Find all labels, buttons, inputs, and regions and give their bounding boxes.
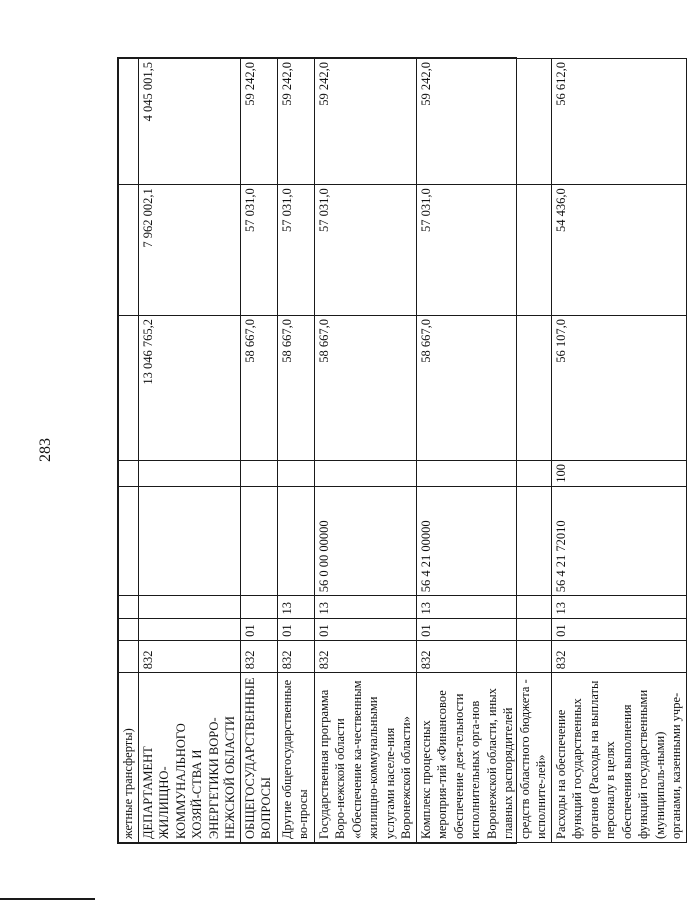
table-row (416, 59, 551, 843)
cell-rz: 01 (240, 618, 277, 640)
cell-v1: 58 667,0 (416, 315, 551, 460)
budget-table (117, 57, 683, 844)
cell-v2: 57 031,0 (416, 185, 551, 316)
cell-v3: 59 242,0 (416, 59, 551, 185)
cell-ved (119, 640, 139, 672)
cell-vr (314, 461, 416, 487)
cell-csr (240, 486, 277, 595)
cell-vr: 100 (551, 461, 686, 487)
cell-v2: 7 962 002,1 (138, 185, 240, 316)
cell-v3: 56 612,0 (551, 59, 686, 185)
cell-pr (138, 596, 240, 618)
cell-name: Другие общегосударственные во-просы (277, 673, 314, 843)
cell-v3: 59 242,0 (314, 59, 416, 185)
cell-name: ДЕПАРТАМЕНТ ЖИЛИЩНО-КОММУНАЛЬНОГО ХОЗЯЙ-СТВА И ЭНЕРГЕТИКИ ВОРО-НЕЖСКОЙ ОБЛАСТИ (138, 673, 240, 843)
cell-csr: 56 4 21 00000 (416, 486, 551, 595)
cell-pr (240, 596, 277, 618)
cell-vr (138, 461, 240, 487)
cell-v1 (119, 315, 139, 460)
cell-v1: 56 107,0 (551, 315, 686, 460)
cell-v3: 4 045 001,5 (138, 59, 240, 185)
cell-rz: 01 (277, 618, 314, 640)
cell-v1: 58 667,0 (240, 315, 277, 460)
cell-v3 (119, 59, 139, 185)
cell-name: Комплекс процессных мероприя-тий «Финансовое обеспечение дея-тельности исполнительных орга-нов Воронежской области, иных главных распорядителей средств областного бюджета - исполните-лей» (416, 673, 551, 843)
cell-name: жетные трансферты) (119, 673, 139, 843)
cell-v3: 59 242,0 (240, 59, 277, 185)
cell-ved: 832 (416, 640, 551, 672)
cell-vr (240, 461, 277, 487)
page-number: 283 (37, 438, 54, 462)
cell-ved: 832 (240, 640, 277, 672)
cell-v2: 54 436,0 (551, 185, 686, 316)
cell-vr (277, 461, 314, 487)
cell-v2: 57 031,0 (240, 185, 277, 316)
cell-rz: 01 (416, 618, 551, 640)
cell-rz: 01 (551, 618, 686, 640)
cell-ved: 832 (314, 640, 416, 672)
table-row (119, 59, 139, 843)
cell-csr (277, 486, 314, 595)
cell-csr: 56 0 00 00000 (314, 486, 416, 595)
table-row (551, 59, 686, 843)
cell-name: Государственная программа Воро-нежской области «Обеспечение ка-чественным жилищно-коммунальными услугами населе-ния Воронежской области» (314, 673, 416, 843)
cell-v3: 59 242,0 (277, 59, 314, 185)
cell-v2 (119, 185, 139, 316)
cell-pr: 13 (277, 596, 314, 618)
cell-pr: 13 (416, 596, 551, 618)
cell-ved: 832 (138, 640, 240, 672)
cell-ved: 832 (551, 640, 686, 672)
cell-name: Расходы на обеспечение функций государственных органов (Расходы на выплаты персоналу в целях обеспечения выполнения функций государственными (муниципаль-ными) органами, казенными учре- (551, 673, 686, 843)
table-row (240, 59, 277, 843)
cell-v1: 13 046 765,2 (138, 315, 240, 460)
cell-v2: 57 031,0 (277, 185, 314, 316)
cell-rz (138, 618, 240, 640)
cell-csr (138, 486, 240, 595)
cell-rz: 01 (314, 618, 416, 640)
cell-pr: 13 (314, 596, 416, 618)
cell-v2: 57 031,0 (314, 185, 416, 316)
cell-pr (119, 596, 139, 618)
table-row (277, 59, 314, 843)
cell-csr (119, 486, 139, 595)
cell-v1: 58 667,0 (314, 315, 416, 460)
cell-ved: 832 (277, 640, 314, 672)
cell-vr (416, 461, 551, 487)
cell-v1: 58 667,0 (277, 315, 314, 460)
cell-pr: 13 (551, 596, 686, 618)
table-row (138, 59, 240, 843)
cell-vr (119, 461, 139, 487)
cell-csr: 56 4 21 72010 (551, 486, 686, 595)
table-row (314, 59, 416, 843)
cell-name: ОБЩЕГОСУДАРСТВЕННЫЕ ВОПРОСЫ (240, 673, 277, 843)
cell-rz (119, 618, 139, 640)
